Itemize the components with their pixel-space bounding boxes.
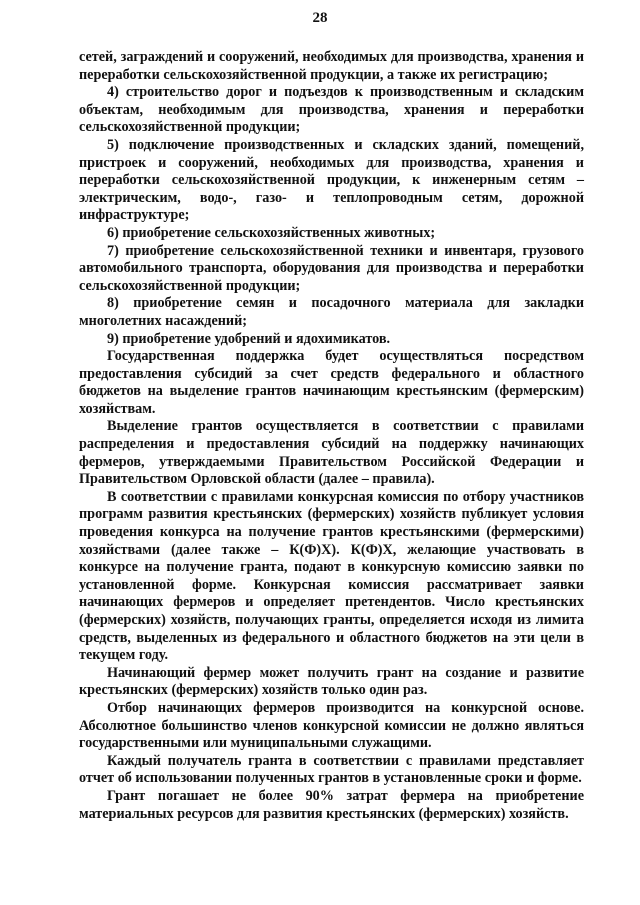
list-item-5: 5) подключение производственных и складских зданий, помещений, пристроек и сооружений, необходимых для производства, хранения и переработки сельскохозяйственной продукции, к инженерным сетям – электрическим, водо-, газо- и теплопроводным сетям, дорожной инфраструктуре;: [79, 136, 584, 224]
paragraph-grant-coverage: Грант погашает не более 90% затрат фермера на приобретение материальных ресурсов для развития крестьянских (фермерских) хозяйств.: [79, 787, 584, 822]
paragraph-state-support: Государственная поддержка будет осуществляться посредством предоставления субсидий за счет средств федерального и областного бюджетов на выделение грантов начинающим крестьянским (фермерским) хозяйствам.: [79, 348, 584, 417]
list-item-8: 8) приобретение семян и посадочного материала для закладки многолетних насаждений;: [79, 295, 584, 329]
page-number: 28: [312, 10, 328, 26]
paragraph-one-time-grant: Начинающий фермер может получить грант на создание и развитие крестьянских (фермерских) хозяйств только один раз.: [79, 664, 584, 699]
document-body: [79, 49, 584, 823]
list-item-4: 4) строительство дорог и подъездов к производственным и складским объектам, необходимым для производства, хранения и переработки сельскохозяйственной продукции;: [79, 84, 584, 136]
list-item-9: 9) приобретение удобрений и ядохимикатов.: [107, 330, 391, 347]
paragraph-report: Каждый получатель гранта в соответствии с правилами представляет отчет об использовании полученных грантов в установленные сроки и форме.: [79, 752, 584, 787]
list-item-7: 7) приобретение сельскохозяйственной техники и инвентаря, грузового автомобильного транспорта, оборудования для производства и переработки сельскохозяйственной продукции;: [79, 242, 584, 294]
paragraph-selection: Отбор начинающих фермеров производится на конкурсной основе. Абсолютное большинство членов конкурсной комиссии не должно являться государственными или муниципальными служащими.: [79, 699, 584, 752]
paragraph-competition-commission: В соответствии с правилами конкурсная комиссия по отбору участников программ развития крестьянских (фермерских) хозяйств публикует условия проведения конкурса на получение грантов крестьянскими (фермерскими) хозяйствами (далее также – К(Ф)Х). К(Ф)Х, желающие участвовать в конкурсе на получение гранта, подают в конкурсную комиссию заявки по установленной форме. Конкурсная комиссия рассматривает заявки начинающих фермеров и определяет претендентов. Число крестьянских (фермерских) хозяйств, получающих гранты, определяется исходя из лимита средств, выделенных из федерального и областного бюджетов на эти цели в текущем году.: [79, 488, 584, 664]
paragraph-continuation: сетей, заграждений и сооружений, необходимых для производства, хранения и переработки сельскохозяйственной продукции, а также их регистрацию;: [79, 49, 584, 83]
paragraph-grant-allocation: Выделение грантов осуществляется в соответствии с правилами распределения и предоставления субсидий на поддержку начинающих фермеров, утверждаемыми Правительством Российской Федерации и Правительством Орловской области (далее – правила).: [79, 418, 584, 488]
list-item-6: 6) приобретение сельскохозяйственных животных;: [107, 224, 436, 241]
